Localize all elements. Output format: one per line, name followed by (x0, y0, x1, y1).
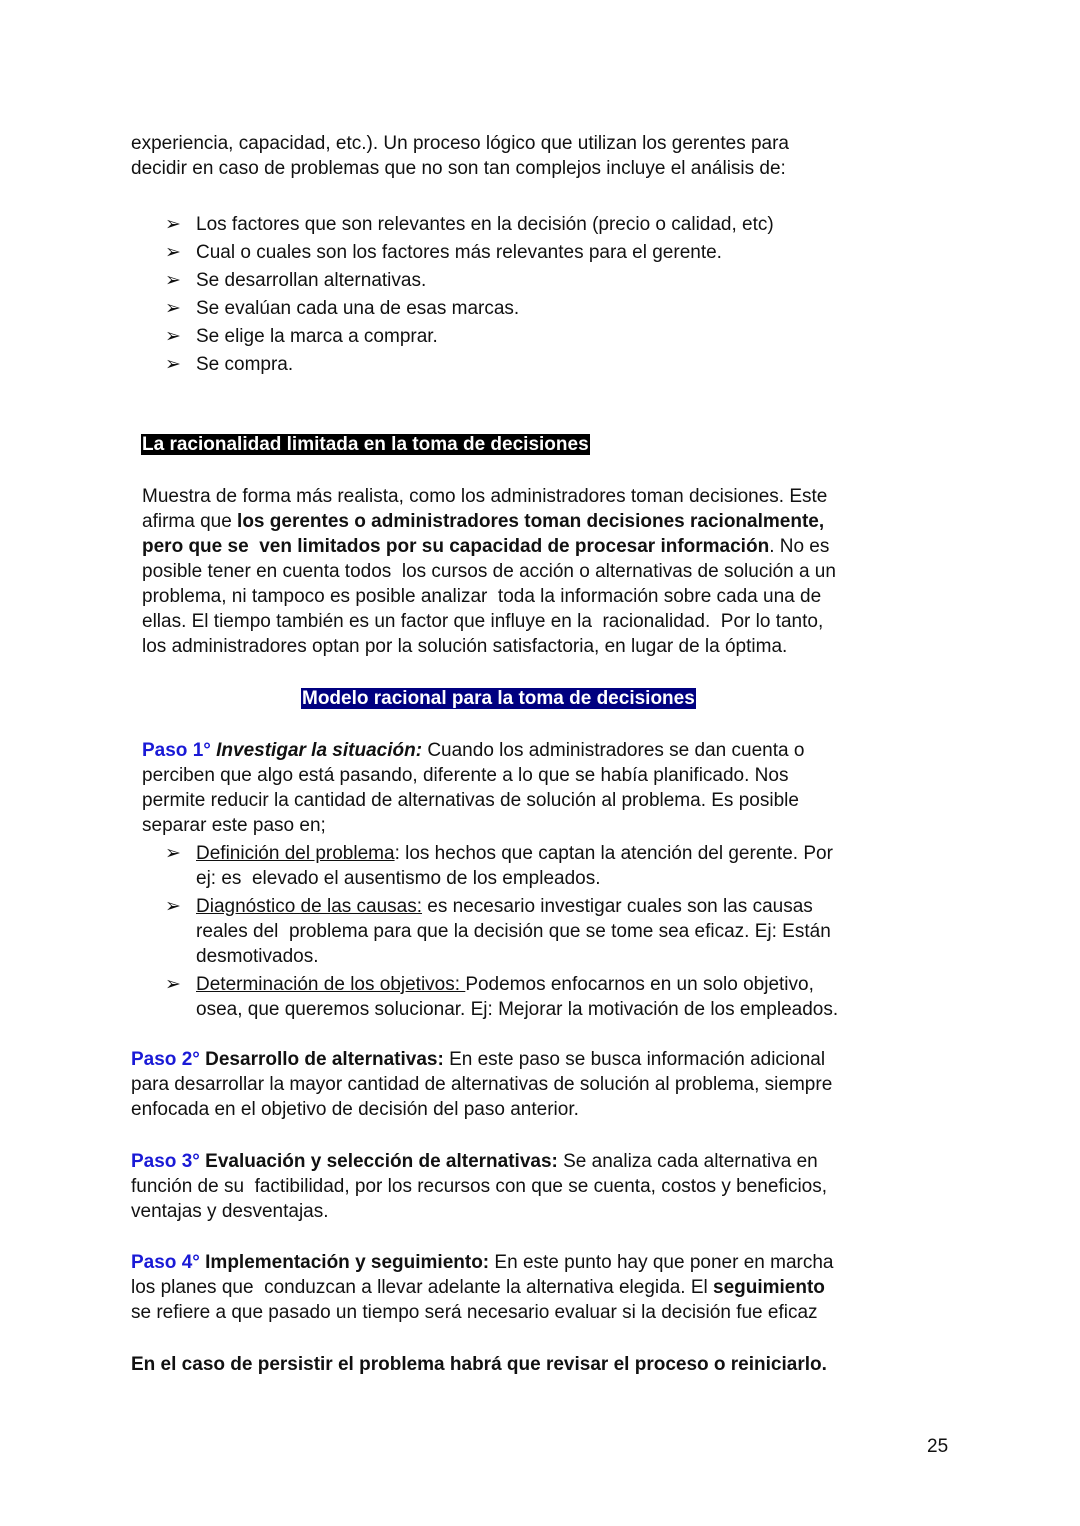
text-segment: En el caso de persistir el problema habrá que revisar el proceso o reiniciarlo. (131, 1354, 827, 1375)
list-item (165, 324, 774, 349)
text-segment: reales del problema para que la decisión que se tome sea eficaz. Ej: Están (196, 921, 831, 942)
limited-rationality-paragraph (142, 484, 836, 659)
text-segment: Determinación de los objetivos: (196, 974, 466, 995)
text-line (142, 509, 836, 534)
text-line (196, 240, 774, 265)
list-item (165, 894, 838, 969)
arrow-bullet-icon: ➢ (165, 298, 181, 319)
text-segment: Se desarrollan alternativas. (196, 270, 427, 291)
text-segment: Se elige la marca a comprar. (196, 326, 438, 347)
text-line (196, 268, 774, 293)
text-segment: es necesario investigar cuales son las causas (422, 896, 813, 917)
list-item (165, 296, 774, 321)
text-line (196, 894, 838, 919)
text-line (301, 686, 696, 711)
arrow-bullet-icon: ➢ (165, 214, 181, 235)
list-item (165, 240, 774, 265)
text-segment: . No es (769, 536, 830, 557)
text-segment: afirma que (142, 511, 238, 532)
list-item (165, 352, 774, 377)
intro-bullet-list (165, 212, 774, 380)
arrow-bullet-icon: ➢ (165, 326, 181, 347)
list-item (165, 841, 838, 891)
text-line (131, 1174, 827, 1199)
text-segment: desmotivados. (196, 946, 319, 967)
text-segment: ellas. El tiempo también es un factor que influye en la racionalidad. Por lo tanto, (142, 611, 824, 632)
text-line (196, 212, 774, 237)
text-line (131, 131, 789, 156)
text-line (196, 919, 838, 944)
arrow-bullet-icon: ➢ (165, 270, 181, 291)
text-line (142, 609, 836, 634)
text-line (142, 763, 804, 788)
text-segment: Se evalúan cada una de esas marcas. (196, 298, 520, 319)
text-segment: Implementación y seguimiento: (205, 1252, 490, 1273)
arrow-bullet-icon: ➢ (165, 242, 181, 263)
text-segment: Evaluación y selección de alternativas: (205, 1151, 558, 1172)
text-line (196, 296, 774, 321)
section-heading-limited-rationality (141, 432, 590, 457)
text-line (131, 1199, 827, 1224)
text-segment: perciben que algo está pasando, diferente a lo que se había planificado. Nos (142, 765, 789, 786)
text-line (142, 788, 804, 813)
text-line (142, 484, 836, 509)
text-line (131, 156, 789, 181)
text-line (196, 841, 838, 866)
step-2-paragraph (131, 1047, 832, 1122)
text-segment: Muestra de forma más realista, como los administradores toman decisiones. Este (142, 486, 828, 507)
intro-paragraph (131, 131, 789, 181)
text-segment: los gerentes o administradores toman decisiones racionalmente, (237, 511, 825, 532)
text-line (141, 432, 590, 457)
text-line (131, 1352, 827, 1377)
text-line (131, 1300, 834, 1325)
text-segment: Cuando los administradores se dan cuenta o (422, 740, 805, 761)
text-segment: Definición del problema (196, 843, 395, 864)
text-segment: problema, ni tampoco es posible analizar toda la información sobre cada una de (142, 586, 822, 607)
highlighted-heading: Modelo racional para la toma de decisiones (302, 688, 695, 709)
text-segment: pero que se ven limitados por su capacidad de procesar información (142, 536, 770, 557)
text-segment: los planes que conduzcan a llevar adelante la alternativa elegida. El (131, 1277, 713, 1298)
text-segment: permite reducir la cantidad de alternativas de solución al problema. Es posible (142, 790, 799, 811)
text-segment: : los hechos que captan la atención del gerente. Por (394, 843, 833, 864)
text-segment: los administradores optan por la solución satisfactoria, en lugar de la óptima. (142, 636, 788, 657)
text-segment: se refiere a que pasado un tiempo será necesario evaluar si la decisión fue eficaz (131, 1302, 818, 1323)
text-segment: ej: es elevado el ausentismo de los empleados. (196, 868, 601, 889)
text-segment: osea, que queremos solucionar. Ej: Mejorar la motivación de los empleados. (196, 999, 839, 1020)
highlighted-heading: La racionalidad limitada en la toma de decisiones (142, 434, 589, 455)
text-line (196, 972, 838, 997)
text-segment: En este paso se busca información adicional (443, 1049, 826, 1070)
step-1-paragraph (142, 738, 804, 838)
arrow-bullet-icon: ➢ (165, 354, 181, 375)
list-item (165, 212, 774, 237)
text-segment: enfocada en el objetivo de decisión del paso anterior. (131, 1099, 579, 1120)
list-item (165, 972, 838, 1022)
text-segment: función de su factibilidad, por los recursos con que se cuenta, costos y beneficios, (131, 1176, 828, 1197)
text-line (142, 584, 836, 609)
section-heading-rational-model (301, 686, 696, 711)
text-segment: decidir en caso de problemas que no son tan complejos incluye el análisis de: (131, 158, 786, 179)
conclusion-text (131, 1352, 827, 1377)
text-segment: ventajas y desventajas. (131, 1201, 329, 1222)
arrow-bullet-icon: ➢ (165, 843, 181, 864)
step-1-bullet-list (165, 841, 838, 1025)
text-line (131, 1072, 832, 1097)
text-segment: Paso 1° (142, 740, 217, 761)
arrow-bullet-icon: ➢ (165, 974, 181, 995)
text-line (142, 634, 836, 659)
step-4-paragraph (131, 1250, 834, 1325)
text-segment: Diagnóstico de las causas: (196, 896, 423, 917)
text-segment: separar este paso en; (142, 815, 326, 836)
text-line (196, 866, 838, 891)
text-segment: Cual o cuales son los factores más relevantes para el gerente. (196, 242, 722, 263)
text-line (142, 534, 836, 559)
text-segment: Se compra. (196, 354, 294, 375)
text-segment: seguimiento (713, 1277, 825, 1298)
text-line (131, 1097, 832, 1122)
text-line (196, 352, 774, 377)
text-segment: para desarrollar la mayor cantidad de alternativas de solución al problema, siempre (131, 1074, 833, 1095)
text-line (131, 1275, 834, 1300)
text-segment: Paso 3° (131, 1151, 206, 1172)
text-segment: Paso 2° (131, 1049, 206, 1070)
text-line (131, 1250, 834, 1275)
text-line (142, 559, 836, 584)
text-segment: experiencia, capacidad, etc.). Un proceso lógico que utilizan los gerentes para (131, 133, 789, 154)
text-segment: Desarrollo de alternativas: (205, 1049, 444, 1070)
list-item (165, 268, 774, 293)
page-number: 25 (927, 1436, 949, 1457)
text-segment: Se analiza cada alternativa en (557, 1151, 818, 1172)
text-segment: Los factores que son relevantes en la decisión (precio o calidad, etc) (196, 214, 774, 235)
text-segment: Investigar la situación: (216, 740, 423, 761)
text-line (196, 997, 838, 1022)
text-segment: posible tener en cuenta todos los cursos de acción o alternativas de solución a un (142, 561, 836, 582)
text-line (142, 738, 804, 763)
text-line (196, 324, 774, 349)
text-segment: En este punto hay que poner en marcha (489, 1252, 834, 1273)
text-line (131, 1047, 832, 1072)
arrow-bullet-icon: ➢ (165, 896, 181, 917)
text-segment: Podemos enfocarnos en un solo objetivo, (465, 974, 814, 995)
text-segment: Paso 4° (131, 1252, 206, 1273)
text-line (196, 944, 838, 969)
step-3-paragraph (131, 1149, 827, 1224)
text-line (131, 1149, 827, 1174)
text-line (142, 813, 804, 838)
